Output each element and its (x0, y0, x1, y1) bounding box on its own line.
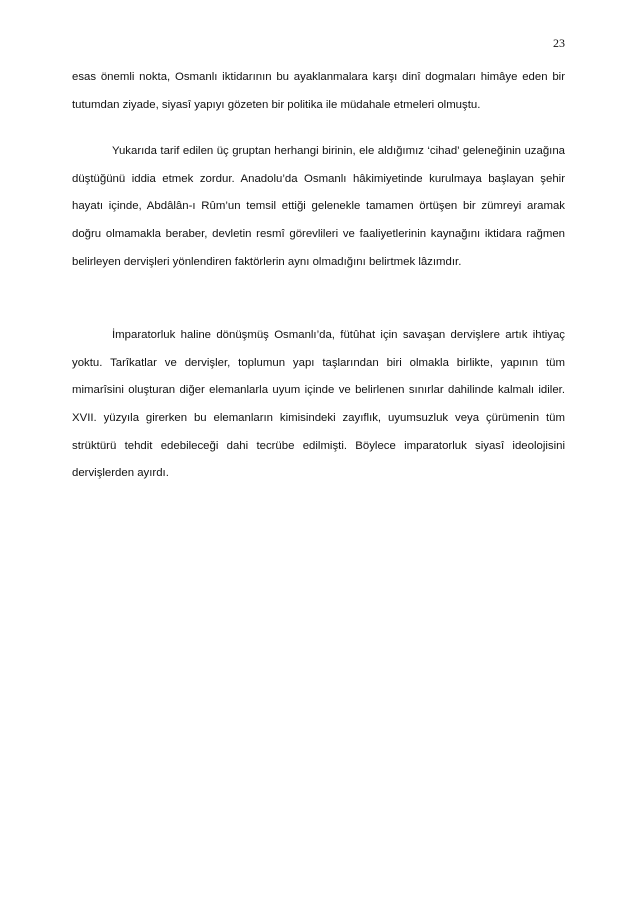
paragraph-continuation: esas önemli nokta, Osmanlı iktidarının bu ayaklanmalara karşı dinî dogmaları himâye eden bir tutumdan ziyade, siyasî yapıyı gözeten bir politika ile müdahale etmeleri olmuştu. (72, 71, 565, 111)
paragraph-empire-dervishes: İmparatorluk haline dönüşmüş Osmanlı’da, fütûhat için savaşan dervişlere artık ihtiyaç yoktu. Tarîkatlar ve dervişler, toplumun yapı taşlarından biri olmakla birlikte, yapının tüm mimarîsini oluşturan diğer elemanlarla uyum içinde ve belirlenen sınırlar dahilinde kalmalı idiler. XVII. yüzyıla girerken bu elemanların kimisindeki zayıflık, uyumsuzluk veya çürümenin tüm strüktürü tehdit edebileceği dahi tecrübe edilmişti. Böylece imparatorluk siyasî ideolojisini dervişlerden ayırdı. (72, 329, 565, 480)
page-number: 23 (553, 36, 565, 50)
page-body (72, 64, 565, 488)
paragraph-cihad-tradition: Yukarıda tarif edilen üç gruptan herhangi birinin, ele aldığımız ‘cihad’ geleneğinin uzağına düştüğünü iddia etmek zordur. Anadolu’da Osmanlı hâkimiyetinde kurulmaya başlayan şehir hayatı içinde, Abdâlân-ı Rûm’un temsil ettiği gelenekle tamamen örtüşen bir zümreyi aramak doğru olmamakla beraber, devletin resmî görevlileri ve faaliyetlerinin kaynağını iktidara rağmen belirleyen dervişleri yönlendiren faktörlerin aynı olmadığını belirtmek lâzımdır. (72, 145, 565, 268)
